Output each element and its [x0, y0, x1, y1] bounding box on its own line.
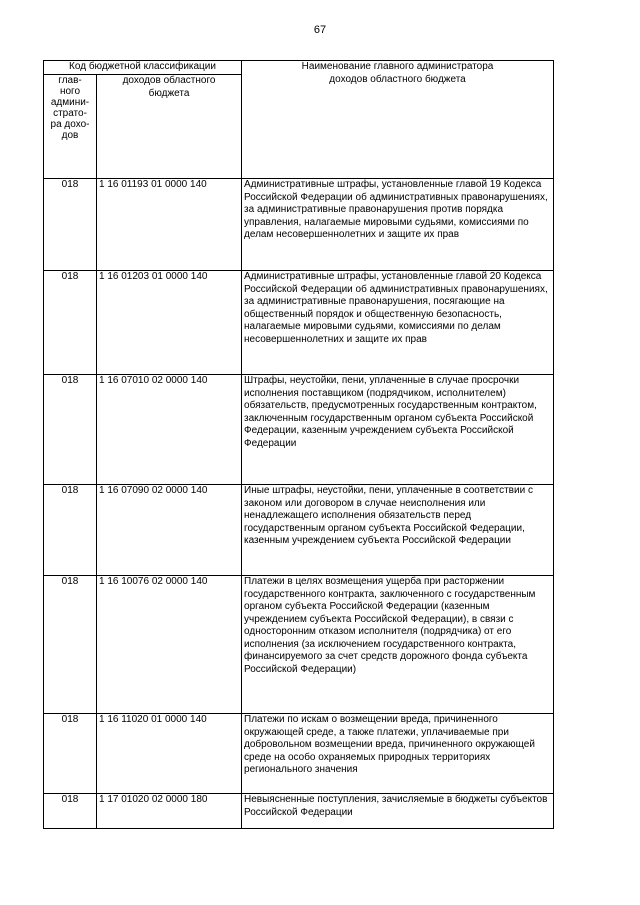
admin-code-cell: 018: [44, 179, 97, 271]
income-name-cell: Административные штрафы, установленные главой 20 Кодекса Российской Федерации об административных правонарушениях, за административные правонарушения, посягающие на общественный порядок и общественную безопасность, налагаемые мировыми судьями, комиссиями по делам несовершеннолетних и защите их прав: [242, 271, 554, 375]
income-name-cell: Невыясненные поступления, зачисляемые в бюджеты субъектов Российской Федерации: [242, 794, 554, 829]
admin-code-cell: 018: [44, 576, 97, 714]
income-name-cell: Иные штрафы, неустойки, пени, уплаченные в соответствии с законом или договором в случае неисполнения или ненадлежащего исполнения обязательств перед государственным органом субъекта Российской Федерации, казенным учреждением субъекта Российской Федерации: [242, 485, 554, 576]
income-code-cell: 1 17 01020 02 0000 180: [97, 794, 242, 829]
header-name-column: [242, 61, 554, 179]
income-code-cell: 1 16 10076 02 0000 140: [97, 576, 242, 714]
header-admin-line: ра дохо-: [50, 119, 90, 130]
header-admin-line: глав-: [58, 75, 82, 86]
page-number: 67: [313, 24, 327, 36]
table-row: [44, 179, 554, 271]
header-admin-line: дов: [61, 130, 79, 141]
income-name-cell: Платежи по искам о возмещении вреда, причиненного окружающей среде, а также платежи, уплачиваемые при добровольном возмещении вреда, причиненного окружающей среде на особо охраняемых природных территориях регионального значения: [242, 714, 554, 794]
table-row: [44, 576, 554, 714]
header-admin-line: админи-: [50, 97, 90, 108]
admin-code-cell: 018: [44, 714, 97, 794]
income-code-cell: 1 16 01203 01 0000 140: [97, 271, 242, 375]
admin-code-cell: 018: [44, 375, 97, 485]
header-code-column: [97, 75, 242, 179]
table-row: [44, 375, 554, 485]
income-code-cell: 1 16 07090 02 0000 140: [97, 485, 242, 576]
admin-code-cell: 018: [44, 271, 97, 375]
header-budget-classification-code: Код бюджетной классификации: [44, 61, 242, 75]
budget-classification-table: [43, 60, 554, 829]
income-code-cell: 1 16 01193 01 0000 140: [97, 179, 242, 271]
table-header: [44, 61, 554, 179]
income-code-cell: 1 16 11020 01 0000 140: [97, 714, 242, 794]
table-row: [44, 794, 554, 829]
table-row: [44, 714, 554, 794]
income-name-cell: Штрафы, неустойки, пени, уплаченные в случае просрочки исполнения поставщиком (подрядчиком, исполнителем) обязательств, предусмотренных государственным контрактом, заключенным государственным органом субъекта Российской Федерации, казенным учреждением субъекта Российской Федерации: [242, 375, 554, 485]
header-admin-line: страто-: [53, 108, 87, 119]
header-name-line-1: Наименование главного администратора: [301, 61, 494, 72]
income-code-cell: 1 16 07010 02 0000 140: [97, 375, 242, 485]
admin-code-cell: 018: [44, 485, 97, 576]
table-body: [44, 179, 554, 829]
header-admin-column: [44, 75, 97, 179]
admin-code-cell: 018: [44, 794, 97, 829]
header-admin-line: ного: [59, 86, 81, 97]
table-row: [44, 271, 554, 375]
income-name-cell: Административные штрафы, установленные главой 19 Кодекса Российской Федерации об административных правонарушениях, за административные правонарушения против порядка управления, налагаемые мировыми судьями, комиссиями по делам несовершеннолетних и защите их прав: [242, 179, 554, 271]
income-name-cell: Платежи в целях возмещения ущерба при расторжении государственного контракта, заключенного с государственным органом субъекта Российской Федерации (казенным учреждением субъекта Российской Федерации), в связи с односторонним отказом исполнителя (подрядчика) от его исполнения (за исключением государственного контракта, финансируемого за счет средств дорожного фонда субъекта Российской Федерации): [242, 576, 554, 714]
header-code-line-2: бюджета: [148, 87, 190, 99]
header-code-line-1: доходов областного: [122, 75, 216, 86]
table-row: [44, 485, 554, 576]
header-name-line-2: доходов областного бюджета: [329, 73, 466, 85]
